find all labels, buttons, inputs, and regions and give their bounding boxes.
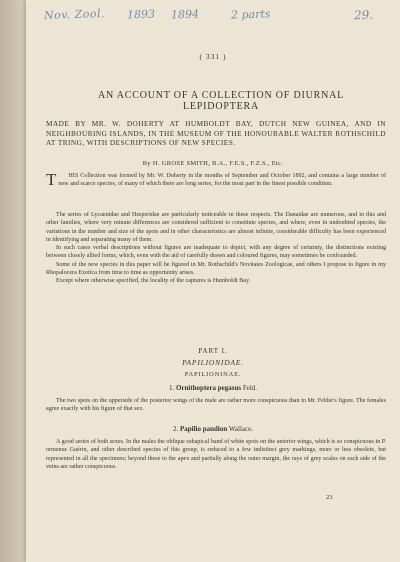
species-name: Papilio pandion [179,425,228,433]
handwritten-note: 2 parts [230,7,271,22]
drop-cap: T [46,170,57,189]
species-description: The two spots on the upperside of the posterior wings of the male are rather more conspicuous than in Mr. Felder's figure. The females agree exactly with his figure of that sex. [46,398,386,413]
body-paragraph: Some of the new species in this paper will be figured in Mr. Rothschild's Novitates Zoologicae, and others I propose to figure in my Rhopalocera Exotica from time to time as opportunity arises. [46,261,386,277]
species-heading [26,425,400,433]
species-author: Wallace. [228,425,254,433]
signature-mark: 23 [326,494,333,501]
article-title [56,90,386,112]
species-number: 1. [168,384,175,392]
family-heading: PAPILIONIDAE. [182,358,244,367]
intro-text: HIS Collection was formed by Mr. W. Doherty in the months of September and October 1892, and contains a large number of new and scarce species, of many of which there are long series, for the most part in the finest possible condition. [58,173,386,188]
body-paragraph: Except where otherwise specified, the locality of the captures is Humboldt Bay. [56,278,251,285]
species-heading [26,384,400,392]
document-page [26,0,400,562]
part-heading: PART I. [198,347,228,355]
subfamily-heading: PAPILIONINAE. [184,371,242,378]
body-paragraph: In such cases verbal descriptions without figures are inadequate to depict, with any degree of certainty, the distinctions existing between closely allied forms, which, even with the aid of carefully drawn and coloured figures, may sometimes be confounded. [46,245,386,260]
body-paragraphs [46,211,386,286]
page-number: ( 331 ) [199,52,227,61]
body-paragraph: The series of Lycaenidae and Hesperidae are particularly noticeable in these respects. The Danaidae are numerous, and in this and other families, where very minute differences are considered sufficient to constitute species, and where, even in undoubted species, the variations in the number and size of the spots and in other characteristics are almost infinite, considerable difficulty has been experienced in identifying and separating many of them. [46,212,386,243]
handwritten-note: 29. [353,7,374,23]
species-author: Feld. [242,384,258,392]
title-line: LEPIDOPTERA [182,101,260,112]
title-line: AN ACCOUNT OF A COLLECTION OF DIURNAL [97,90,345,101]
page-spine [0,0,26,562]
species-description: A good series of both sexes. In the males the oblique subapical band of white spots on the anterior wings, which is so conspicuous in P. ormenus Guérin, and other described species of this group, is reduced to a few indistinct grey markings, more or less obsolete, but represented in all the specimens; beyond these to the apex and partially along the outer margin, the rays of grey scales on each side of the veins are rather conspicuous. [46,439,386,470]
article-subtitle: MADE BY MR. W. DOHERTY AT HUMBOLDT BAY, DUTCH NEW GUINEA, AND IN NEIGHBOURING ISLANDS, IN THE MUSEUM OF THE HONOURABLE WALTER ROTHSCHILD AT TRING, WITH DESCRIPTIONS OF NEW SPECIES. [46,119,386,148]
species-name: Ornithoptera pegasus [175,384,242,392]
author-line: By H. GROSE SMITH, B.A., F.E.S., F.Z.S., Etc. [142,160,284,167]
handwritten-note: 1894 [170,7,200,22]
species-number: 2. [172,425,179,433]
handwritten-note: 1893 [126,7,156,22]
handwritten-note: Nov. Zool. [43,6,106,23]
intro-paragraph [46,172,386,189]
